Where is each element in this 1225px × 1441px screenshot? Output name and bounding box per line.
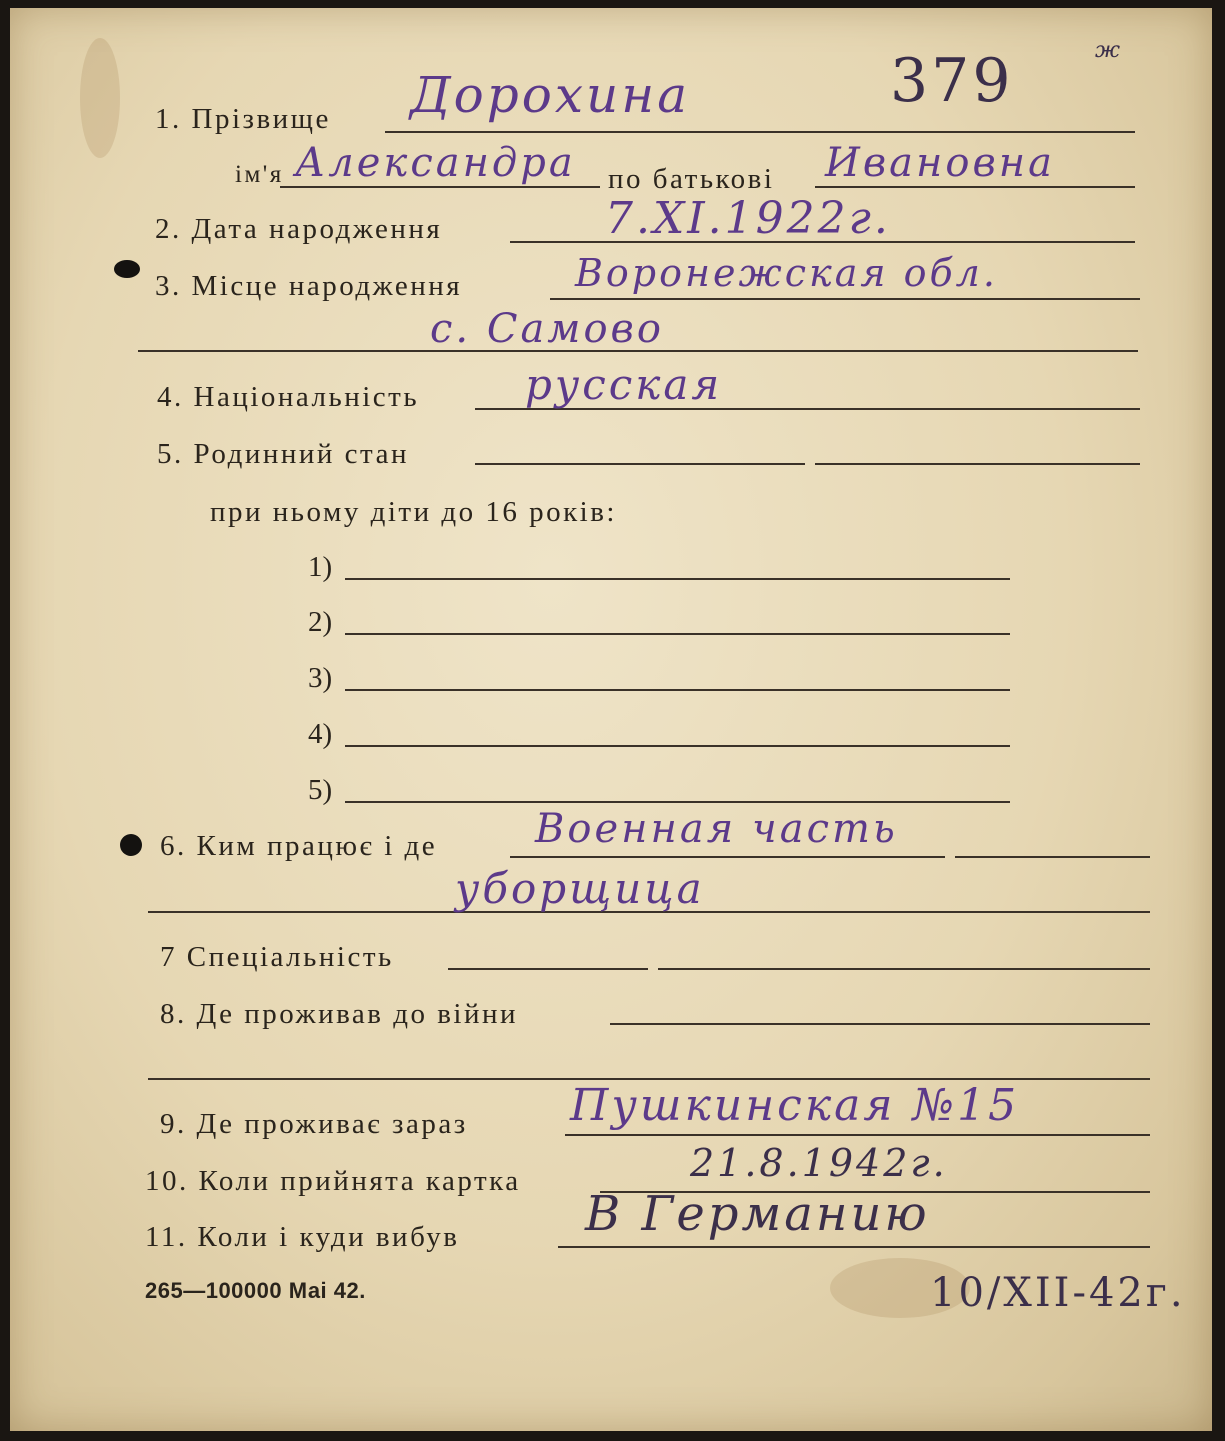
line-current-residence [565,1134,1150,1136]
label-birth-date: 2. Дата народження [155,213,443,245]
value-birth-place-region: Воронежская обл. [575,251,998,295]
line-workplace [510,856,945,858]
label-card-accepted: 10. Коли прийнята картка [145,1165,521,1197]
value-surname: Дорохина [410,66,691,124]
line-surname [385,131,1135,133]
line-specialty [448,968,648,970]
line-patronymic [815,186,1135,188]
value-workplace: Военная часть [535,806,898,852]
label-departure: 11. Коли і куди вибув [145,1221,460,1253]
punch-hole [120,834,142,856]
line-workplace-2 [955,856,1150,858]
label-prewar-residence: 8. Де проживав до війни [160,998,519,1030]
paper-stain [80,38,120,158]
label-birth-place: 3. Місце народження [155,270,463,302]
child-number: 2) [308,606,333,638]
departure-date: 10/XII-42г. [930,1270,1186,1316]
child-number: 1) [308,551,333,583]
line-child [345,578,1010,580]
archive-number: 379 [890,46,1014,116]
line-child [345,801,1010,803]
line-prewar-residence [610,1023,1150,1025]
corner-mark: ж [1095,38,1124,63]
line-marital-status-2 [815,463,1140,465]
line-child [345,745,1010,747]
value-current-residence: Пушкинская №15 [570,1080,1020,1131]
child-number: 5) [308,774,333,806]
label-nationality: 4. Національність [157,381,420,413]
value-nationality: русская [525,360,723,409]
value-first-name: Александра [295,140,576,186]
line-child [345,633,1010,635]
value-departure: В Германию [585,1186,930,1242]
value-birth-place-village: с. Самово [430,306,664,352]
registration-card [10,8,1212,1431]
print-info: 265—100000 Маі 42. [145,1278,366,1303]
value-card-accepted: 21.8.1942г. [690,1141,948,1185]
line-specialty-2 [658,968,1150,970]
value-position: уборщица [455,864,705,913]
line-first-name [280,186,600,188]
line-marital-status [475,463,805,465]
punch-hole [114,260,140,278]
label-first-name: ім'я [235,161,284,188]
child-number: 4) [308,718,333,750]
line-birth-place [550,298,1140,300]
label-children: при ньому діти до 16 років: [210,496,617,528]
child-number: 3) [308,662,333,694]
label-marital-status: 5. Родинний стан [157,438,409,470]
label-current-residence: 9. Де проживає зараз [160,1108,468,1140]
value-patronymic: Ивановна [825,140,1055,186]
label-surname: 1. Прізвище [155,103,331,135]
label-patronymic: по батькові [608,163,775,195]
value-birth-date: 7.XI.1922г. [605,193,891,244]
line-child [345,689,1010,691]
label-workplace: 6. Ким працює і де [160,830,438,862]
line-departure [558,1246,1150,1248]
label-specialty: 7 Спеціальність [160,941,394,973]
